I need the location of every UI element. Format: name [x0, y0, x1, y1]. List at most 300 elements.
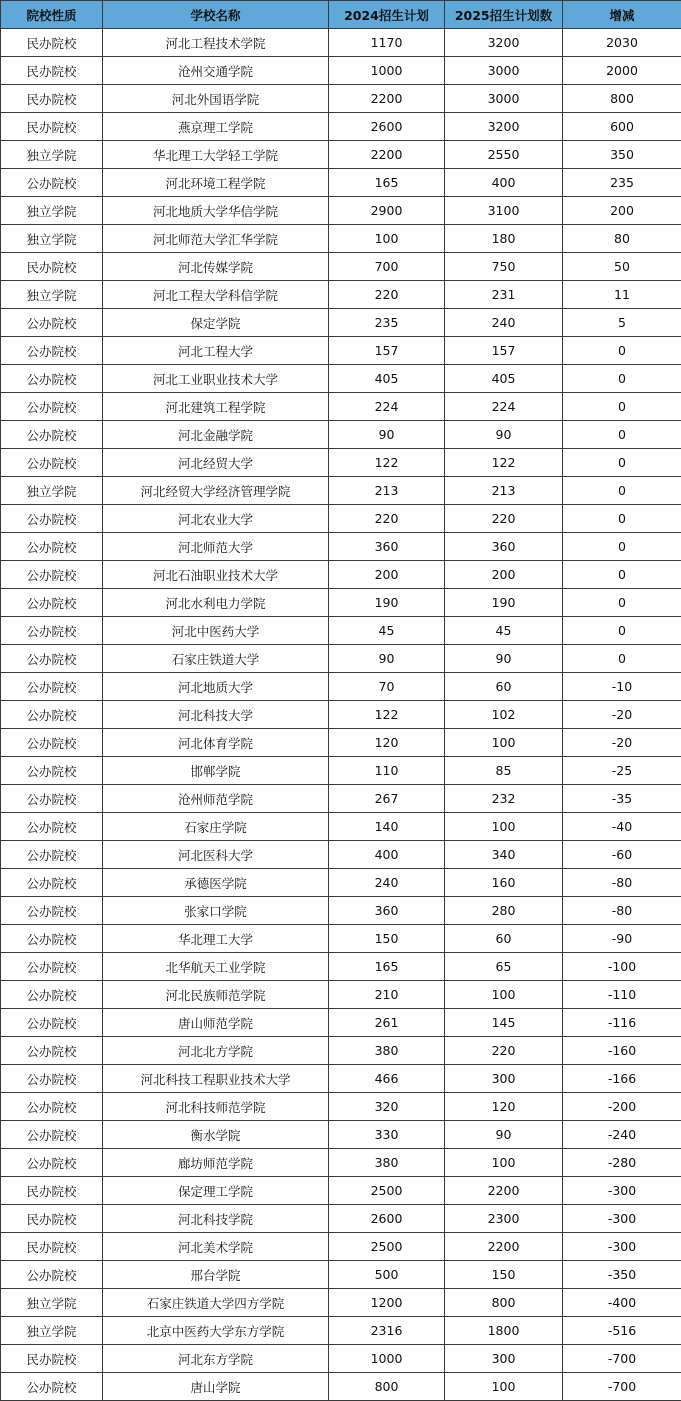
cell-school-name: 石家庄铁道大学 [103, 645, 329, 673]
cell-plan-2024: 360 [329, 533, 445, 561]
table-row [1, 421, 681, 449]
cell-school-type: 公办院校 [1, 589, 103, 617]
table-row [1, 813, 681, 841]
cell-plan-2025: 200 [445, 561, 563, 589]
cell-school-type: 民办院校 [1, 1345, 103, 1373]
cell-plan-2025: 102 [445, 701, 563, 729]
cell-change: -516 [563, 1317, 681, 1345]
cell-plan-2025: 65 [445, 953, 563, 981]
cell-school-name: 河北东方学院 [103, 1345, 329, 1373]
cell-change: 235 [563, 169, 681, 197]
cell-plan-2025: 60 [445, 925, 563, 953]
cell-change: -90 [563, 925, 681, 953]
cell-school-type: 公办院校 [1, 1037, 103, 1065]
cell-change: -80 [563, 869, 681, 897]
header-row [1, 1, 681, 29]
cell-plan-2025: 220 [445, 1037, 563, 1065]
cell-school-name: 河北农业大学 [103, 505, 329, 533]
cell-school-type: 公办院校 [1, 449, 103, 477]
cell-plan-2025: 800 [445, 1289, 563, 1317]
header-school-name: 学校名称 [103, 1, 329, 29]
cell-change: -110 [563, 981, 681, 1009]
cell-school-name: 河北地质大学华信学院 [103, 197, 329, 225]
cell-change: -40 [563, 813, 681, 841]
table-row [1, 477, 681, 505]
cell-plan-2025: 240 [445, 309, 563, 337]
cell-plan-2025: 120 [445, 1093, 563, 1121]
cell-change: 80 [563, 225, 681, 253]
table-row [1, 113, 681, 141]
cell-plan-2025: 100 [445, 981, 563, 1009]
cell-school-type: 民办院校 [1, 85, 103, 113]
cell-school-type: 公办院校 [1, 645, 103, 673]
cell-school-type: 公办院校 [1, 393, 103, 421]
table-row [1, 925, 681, 953]
cell-change: 0 [563, 365, 681, 393]
cell-change: 0 [563, 645, 681, 673]
cell-school-type: 公办院校 [1, 785, 103, 813]
cell-plan-2025: 3200 [445, 113, 563, 141]
cell-school-type: 公办院校 [1, 505, 103, 533]
cell-school-name: 河北工业职业技术大学 [103, 365, 329, 393]
table-row [1, 57, 681, 85]
cell-school-name: 保定学院 [103, 309, 329, 337]
header-school-type: 院校性质 [1, 1, 103, 29]
cell-school-name: 北京中医药大学东方学院 [103, 1317, 329, 1345]
cell-school-name: 邯郸学院 [103, 757, 329, 785]
cell-plan-2025: 340 [445, 841, 563, 869]
cell-school-name: 河北美术学院 [103, 1233, 329, 1261]
cell-plan-2024: 2500 [329, 1233, 445, 1261]
table-row [1, 309, 681, 337]
cell-plan-2024: 2600 [329, 1205, 445, 1233]
cell-change: -350 [563, 1261, 681, 1289]
cell-plan-2024: 210 [329, 981, 445, 1009]
table-row [1, 1261, 681, 1289]
cell-change: -80 [563, 897, 681, 925]
cell-school-name: 河北经贸大学 [103, 449, 329, 477]
cell-plan-2024: 220 [329, 281, 445, 309]
cell-change: 0 [563, 505, 681, 533]
cell-change: -300 [563, 1205, 681, 1233]
cell-change: -160 [563, 1037, 681, 1065]
cell-change: -300 [563, 1233, 681, 1261]
cell-plan-2024: 261 [329, 1009, 445, 1037]
cell-plan-2025: 1800 [445, 1317, 563, 1345]
header-plan-2024: 2024招生计划 [329, 1, 445, 29]
cell-change: -20 [563, 729, 681, 757]
table-body [1, 29, 681, 1401]
cell-change: -25 [563, 757, 681, 785]
cell-change: -10 [563, 673, 681, 701]
cell-plan-2025: 150 [445, 1261, 563, 1289]
table-row [1, 337, 681, 365]
cell-school-name: 河北医科大学 [103, 841, 329, 869]
cell-school-type: 公办院校 [1, 701, 103, 729]
cell-school-type: 公办院校 [1, 309, 103, 337]
cell-school-type: 公办院校 [1, 953, 103, 981]
cell-plan-2025: 213 [445, 477, 563, 505]
table-row [1, 897, 681, 925]
cell-school-name: 河北工程技术学院 [103, 29, 329, 57]
cell-plan-2025: 60 [445, 673, 563, 701]
cell-change: -300 [563, 1177, 681, 1205]
cell-school-name: 衡水学院 [103, 1121, 329, 1149]
cell-plan-2024: 2900 [329, 197, 445, 225]
cell-plan-2025: 224 [445, 393, 563, 421]
cell-change: -240 [563, 1121, 681, 1149]
cell-school-type: 公办院校 [1, 561, 103, 589]
table-row [1, 197, 681, 225]
cell-plan-2025: 122 [445, 449, 563, 477]
cell-school-type: 公办院校 [1, 869, 103, 897]
cell-plan-2025: 90 [445, 645, 563, 673]
cell-plan-2025: 300 [445, 1345, 563, 1373]
header-plan-2025: 2025招生计划数 [445, 1, 563, 29]
cell-school-name: 河北师范大学汇华学院 [103, 225, 329, 253]
cell-school-type: 民办院校 [1, 1205, 103, 1233]
cell-plan-2024: 122 [329, 701, 445, 729]
cell-change: -20 [563, 701, 681, 729]
cell-school-type: 公办院校 [1, 813, 103, 841]
cell-plan-2024: 360 [329, 897, 445, 925]
cell-school-type: 独立学院 [1, 141, 103, 169]
table-row [1, 785, 681, 813]
table-row [1, 729, 681, 757]
cell-plan-2025: 3000 [445, 85, 563, 113]
cell-plan-2024: 500 [329, 1261, 445, 1289]
cell-school-type: 独立学院 [1, 477, 103, 505]
cell-school-type: 公办院校 [1, 757, 103, 785]
cell-plan-2024: 200 [329, 561, 445, 589]
cell-school-name: 唐山学院 [103, 1373, 329, 1401]
cell-plan-2024: 700 [329, 253, 445, 281]
table-row [1, 1205, 681, 1233]
table-row [1, 253, 681, 281]
cell-school-type: 独立学院 [1, 1289, 103, 1317]
cell-plan-2025: 100 [445, 813, 563, 841]
cell-plan-2025: 232 [445, 785, 563, 813]
cell-plan-2025: 160 [445, 869, 563, 897]
cell-change: 0 [563, 561, 681, 589]
cell-change: -166 [563, 1065, 681, 1093]
table-row [1, 365, 681, 393]
table-row [1, 85, 681, 113]
cell-plan-2025: 100 [445, 1373, 563, 1401]
cell-plan-2024: 140 [329, 813, 445, 841]
cell-school-name: 北华航天工业学院 [103, 953, 329, 981]
cell-change: -280 [563, 1149, 681, 1177]
table-row [1, 1317, 681, 1345]
cell-school-name: 河北民族师范学院 [103, 981, 329, 1009]
cell-plan-2024: 190 [329, 589, 445, 617]
cell-school-name: 河北石油职业技术大学 [103, 561, 329, 589]
cell-school-type: 公办院校 [1, 1149, 103, 1177]
cell-plan-2024: 157 [329, 337, 445, 365]
cell-change: -700 [563, 1345, 681, 1373]
cell-plan-2025: 100 [445, 1149, 563, 1177]
cell-school-name: 承德医学院 [103, 869, 329, 897]
cell-plan-2025: 2550 [445, 141, 563, 169]
cell-school-type: 民办院校 [1, 1233, 103, 1261]
cell-plan-2025: 2200 [445, 1233, 563, 1261]
cell-plan-2024: 1000 [329, 1345, 445, 1373]
table-row [1, 169, 681, 197]
cell-school-type: 民办院校 [1, 29, 103, 57]
cell-school-type: 公办院校 [1, 673, 103, 701]
cell-plan-2024: 224 [329, 393, 445, 421]
cell-plan-2024: 1200 [329, 1289, 445, 1317]
cell-plan-2024: 267 [329, 785, 445, 813]
cell-plan-2024: 2200 [329, 141, 445, 169]
cell-school-name: 河北中医药大学 [103, 617, 329, 645]
cell-change: -400 [563, 1289, 681, 1317]
cell-plan-2025: 100 [445, 729, 563, 757]
cell-school-name: 河北科技工程职业技术大学 [103, 1065, 329, 1093]
cell-school-type: 公办院校 [1, 729, 103, 757]
table-row [1, 757, 681, 785]
cell-plan-2025: 300 [445, 1065, 563, 1093]
cell-school-type: 民办院校 [1, 1177, 103, 1205]
cell-school-name: 河北科技师范学院 [103, 1093, 329, 1121]
cell-plan-2024: 90 [329, 645, 445, 673]
cell-plan-2025: 157 [445, 337, 563, 365]
cell-school-type: 公办院校 [1, 1009, 103, 1037]
cell-plan-2024: 466 [329, 1065, 445, 1093]
cell-plan-2024: 400 [329, 841, 445, 869]
table-row [1, 533, 681, 561]
cell-school-type: 民办院校 [1, 57, 103, 85]
cell-plan-2024: 90 [329, 421, 445, 449]
cell-plan-2024: 2600 [329, 113, 445, 141]
table-row [1, 505, 681, 533]
table-row [1, 981, 681, 1009]
cell-school-name: 河北工程大学 [103, 337, 329, 365]
cell-school-name: 廊坊师范学院 [103, 1149, 329, 1177]
cell-plan-2024: 213 [329, 477, 445, 505]
cell-school-type: 公办院校 [1, 925, 103, 953]
cell-plan-2024: 122 [329, 449, 445, 477]
cell-plan-2025: 45 [445, 617, 563, 645]
cell-plan-2024: 45 [329, 617, 445, 645]
cell-school-name: 河北北方学院 [103, 1037, 329, 1065]
cell-plan-2025: 3100 [445, 197, 563, 225]
cell-school-type: 公办院校 [1, 365, 103, 393]
table-row [1, 1065, 681, 1093]
cell-school-name: 河北师范大学 [103, 533, 329, 561]
table-row [1, 1037, 681, 1065]
cell-plan-2024: 2200 [329, 85, 445, 113]
cell-school-type: 民办院校 [1, 113, 103, 141]
table-row [1, 1121, 681, 1149]
cell-plan-2024: 165 [329, 169, 445, 197]
cell-school-type: 公办院校 [1, 1261, 103, 1289]
cell-change: 2030 [563, 29, 681, 57]
cell-plan-2024: 2500 [329, 1177, 445, 1205]
cell-plan-2025: 3000 [445, 57, 563, 85]
cell-change: 50 [563, 253, 681, 281]
table-row [1, 701, 681, 729]
cell-plan-2025: 2300 [445, 1205, 563, 1233]
cell-change: 0 [563, 477, 681, 505]
table-row [1, 1345, 681, 1373]
cell-plan-2024: 120 [329, 729, 445, 757]
cell-plan-2025: 90 [445, 1121, 563, 1149]
cell-change: 800 [563, 85, 681, 113]
cell-school-type: 公办院校 [1, 897, 103, 925]
cell-plan-2024: 405 [329, 365, 445, 393]
table-row [1, 953, 681, 981]
table-row [1, 1149, 681, 1177]
cell-plan-2024: 165 [329, 953, 445, 981]
table-row [1, 393, 681, 421]
cell-school-name: 河北地质大学 [103, 673, 329, 701]
cell-school-name: 燕京理工学院 [103, 113, 329, 141]
cell-school-name: 河北传媒学院 [103, 253, 329, 281]
table-row [1, 281, 681, 309]
cell-school-type: 独立学院 [1, 281, 103, 309]
cell-plan-2025: 405 [445, 365, 563, 393]
cell-change: -116 [563, 1009, 681, 1037]
cell-school-name: 河北外国语学院 [103, 85, 329, 113]
cell-school-name: 华北理工大学轻工学院 [103, 141, 329, 169]
cell-school-name: 石家庄学院 [103, 813, 329, 841]
cell-change: -60 [563, 841, 681, 869]
cell-school-name: 河北水利电力学院 [103, 589, 329, 617]
cell-change: 0 [563, 421, 681, 449]
cell-plan-2024: 150 [329, 925, 445, 953]
cell-change: 11 [563, 281, 681, 309]
cell-school-name: 张家口学院 [103, 897, 329, 925]
cell-plan-2025: 231 [445, 281, 563, 309]
table-row [1, 1233, 681, 1261]
cell-plan-2025: 145 [445, 1009, 563, 1037]
cell-school-type: 公办院校 [1, 1093, 103, 1121]
cell-school-type: 独立学院 [1, 1317, 103, 1345]
cell-change: 0 [563, 589, 681, 617]
cell-school-name: 唐山师范学院 [103, 1009, 329, 1037]
cell-change: -100 [563, 953, 681, 981]
cell-school-name: 石家庄铁道大学四方学院 [103, 1289, 329, 1317]
cell-school-type: 独立学院 [1, 197, 103, 225]
cell-plan-2024: 1000 [329, 57, 445, 85]
cell-plan-2025: 90 [445, 421, 563, 449]
cell-school-type: 公办院校 [1, 421, 103, 449]
cell-change: 0 [563, 617, 681, 645]
table-row [1, 673, 681, 701]
cell-school-name: 河北金融学院 [103, 421, 329, 449]
cell-school-name: 沧州师范学院 [103, 785, 329, 813]
cell-school-name: 河北环境工程学院 [103, 169, 329, 197]
table-row [1, 449, 681, 477]
header-change: 增减 [563, 1, 681, 29]
cell-plan-2024: 380 [329, 1037, 445, 1065]
cell-change: -700 [563, 1373, 681, 1401]
cell-plan-2024: 1170 [329, 29, 445, 57]
cell-school-type: 公办院校 [1, 1373, 103, 1401]
table-row [1, 1289, 681, 1317]
cell-plan-2024: 235 [329, 309, 445, 337]
table-row [1, 141, 681, 169]
cell-school-name: 河北体育学院 [103, 729, 329, 757]
cell-plan-2024: 110 [329, 757, 445, 785]
cell-change: 2000 [563, 57, 681, 85]
cell-plan-2024: 240 [329, 869, 445, 897]
cell-change: -35 [563, 785, 681, 813]
cell-plan-2025: 400 [445, 169, 563, 197]
cell-school-name: 河北科技大学 [103, 701, 329, 729]
cell-plan-2024: 330 [329, 1121, 445, 1149]
cell-plan-2024: 800 [329, 1373, 445, 1401]
cell-change: 0 [563, 337, 681, 365]
cell-school-type: 公办院校 [1, 617, 103, 645]
cell-plan-2025: 360 [445, 533, 563, 561]
cell-school-name: 华北理工大学 [103, 925, 329, 953]
cell-plan-2025: 3200 [445, 29, 563, 57]
cell-plan-2025: 180 [445, 225, 563, 253]
cell-change: 200 [563, 197, 681, 225]
table-row [1, 29, 681, 57]
cell-change: 5 [563, 309, 681, 337]
cell-plan-2025: 2200 [445, 1177, 563, 1205]
cell-school-type: 民办院校 [1, 253, 103, 281]
cell-school-name: 沧州交通学院 [103, 57, 329, 85]
cell-plan-2024: 220 [329, 505, 445, 533]
cell-plan-2024: 100 [329, 225, 445, 253]
table-row [1, 589, 681, 617]
table-row [1, 225, 681, 253]
cell-school-name: 河北建筑工程学院 [103, 393, 329, 421]
cell-plan-2025: 190 [445, 589, 563, 617]
cell-plan-2025: 220 [445, 505, 563, 533]
cell-plan-2024: 380 [329, 1149, 445, 1177]
cell-plan-2024: 320 [329, 1093, 445, 1121]
cell-school-name: 河北工程大学科信学院 [103, 281, 329, 309]
cell-plan-2025: 750 [445, 253, 563, 281]
cell-school-name: 保定理工学院 [103, 1177, 329, 1205]
table-row [1, 617, 681, 645]
cell-plan-2025: 85 [445, 757, 563, 785]
cell-change: 0 [563, 533, 681, 561]
cell-plan-2024: 2316 [329, 1317, 445, 1345]
table-row [1, 841, 681, 869]
cell-change: 0 [563, 393, 681, 421]
cell-school-type: 公办院校 [1, 841, 103, 869]
cell-school-type: 公办院校 [1, 1065, 103, 1093]
cell-plan-2025: 280 [445, 897, 563, 925]
cell-school-type: 公办院校 [1, 1121, 103, 1149]
table-row [1, 645, 681, 673]
cell-school-type: 公办院校 [1, 981, 103, 1009]
cell-change: 0 [563, 449, 681, 477]
table-row [1, 1009, 681, 1037]
cell-change: 350 [563, 141, 681, 169]
cell-school-type: 公办院校 [1, 169, 103, 197]
cell-school-name: 河北科技学院 [103, 1205, 329, 1233]
cell-change: -200 [563, 1093, 681, 1121]
table-row [1, 1093, 681, 1121]
table-row [1, 1373, 681, 1401]
cell-change: 600 [563, 113, 681, 141]
cell-school-type: 公办院校 [1, 337, 103, 365]
table-row [1, 869, 681, 897]
table-row [1, 561, 681, 589]
cell-school-type: 独立学院 [1, 225, 103, 253]
cell-plan-2024: 70 [329, 673, 445, 701]
table-row [1, 1177, 681, 1205]
cell-school-name: 邢台学院 [103, 1261, 329, 1289]
cell-school-type: 公办院校 [1, 533, 103, 561]
